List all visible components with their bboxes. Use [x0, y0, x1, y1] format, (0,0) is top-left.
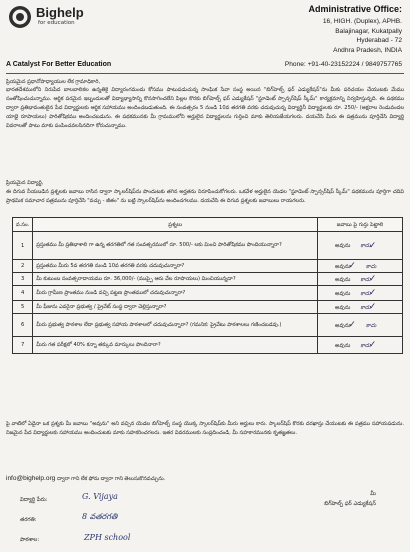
signoff-line-2: బిగ్‌హెల్ప్ ఫర్ ఎడ్యుకేషన్: [324, 501, 376, 507]
class-label: తరగతి:: [20, 517, 37, 523]
answer-yes-option[interactable]: అవును: [335, 263, 351, 270]
answer-cell: [318, 232, 403, 260]
tick-mark-icon: ✓: [368, 288, 377, 298]
address-line: Hyderabad - 72: [356, 37, 402, 44]
answer-no-option[interactable]: కాదు: [365, 263, 377, 270]
bighelp-logo-mark: [8, 5, 32, 29]
question-text: మీరు గ్రామీణ ప్రాంతము నుండి వచ్చి పట్టణ ప్రాంతములో చదువుచున్నారా?: [33, 286, 318, 301]
phone-number: Phone: +91-40-23152224 / 9849757765: [284, 61, 402, 68]
tagline: A Catalyst For Better Education: [6, 61, 112, 68]
student-name-handwritten: G. Vijaya: [82, 492, 118, 501]
questionnaire-body: [13, 232, 403, 354]
tick-mark-icon: ✓: [368, 240, 377, 251]
tick-mark-icon: ✓: [368, 340, 377, 350]
question-number: 6: [13, 314, 33, 337]
logo: [8, 5, 148, 55]
table-row: [13, 273, 403, 286]
answer-yes-option[interactable]: అవును: [335, 342, 351, 349]
answer-cell: [318, 273, 403, 286]
answer-no-option[interactable]: కాదు: [360, 342, 371, 349]
intro-paragraph: భారతదేశములోని నిరుపేద బాలబాలికల ఉన్నతికై విద్యారంగమందు కోసము పాటుపడుచున్న సాంఘిక సేవా సంస్థ అయిన "బిగ్‌హెల్ప్ ఫర్ ఎడ్యుకేషన్"ను మీకు పరిచయం చేయుటకు మేము సంతోషించుచున్నాము. ఆర్థిక పరమైన ఇబ్బందులతో విద్యాభ్యాసాన్ని కొనసాగించలేని పిల్లల కొరకు బిగ్‌హెల్ప్ ఫర్ ఎడ్యుకేషన్ "స్టూడెంట్ స్పాన్సర్‌షిప్ స్కీమ్" కార్యక్రమాన్ని నిర్వహిస్తున్నది. ఈ పథకము ద్వారా ప్రతిభావంతులైన పేద విద్యార్థులకు ఆర్థిక సహాయము అందించబడుతుంది. ఈ సంవత్సరం 5 నుండి 10వ తరగతి వరకు చదువుచున్న విద్యార్థినీ విద్యార్థులకు రూ. 250/- (అక్షరాల రెండువందల యాభై రూపాయలు) పారితోషికము అందించబడును. ఈ పథకమునకు మీ గ్రామములోని అర్హులైన విద్యార్థులను గుర్తించి మాకు తెలియజేయగలరు. దయచేసి మీరు ఈ పత్రమును పూర్తిచేసి విద్యార్థి వివరాలతో పాటు మాకు పంపించవలసినదిగా కోరుచున్నాము.: [6, 87, 404, 129]
answer-cell: [318, 286, 403, 301]
tick-mark-icon: ✓: [368, 302, 377, 312]
contact-email-line: [6, 475, 165, 484]
table-row: [13, 314, 403, 337]
answer-cell: [318, 314, 403, 337]
brand-subtitle: for education: [38, 20, 75, 26]
column-header-answer: జవాబు పై గుర్తు పెట్టాలి: [318, 218, 403, 232]
office-title: Administrative Office:: [308, 4, 402, 14]
question-number: 3: [13, 273, 33, 286]
address-line: Balajinagar, Kukatpally: [335, 27, 402, 35]
table-row: [13, 301, 403, 314]
answer-cell: [318, 260, 403, 273]
answer-yes-option[interactable]: అవును: [335, 290, 351, 297]
signoff-line-1: మీ: [370, 491, 376, 497]
question-text: మీ కుటుంబ సంవత్సరాదాయము రూ. 36,000/- (ముప్పై ఆరు వేల రూపాయలు) మించియున్నదా?: [33, 273, 318, 286]
question-number: 1: [13, 232, 33, 260]
address-line: 16, HIGH. (Duplex), APHB.: [322, 18, 402, 25]
column-header-number: వ.సం.: [13, 218, 33, 232]
office-address: [242, 4, 402, 55]
header-divider: [6, 73, 404, 74]
question-text: ప్రస్తుతము మీ ప్రతిభాశాలి గా ఉన్న తరగతిలో గత సంవత్సరములో రూ. 500/- లకు మించి పారితోషికము పొందియున్నారా?: [33, 232, 318, 260]
answer-yes-option[interactable]: అవును: [335, 322, 351, 329]
question-number: 2: [13, 260, 33, 273]
school-handwritten: ZPH school: [84, 533, 131, 542]
table-row: [13, 260, 403, 273]
table-header-row: [13, 218, 403, 232]
question-number: 7: [13, 337, 33, 354]
answer-no-option[interactable]: కాదు: [360, 276, 371, 283]
question-text: మీ ఫీజును ఎవరైనా ప్రభుత్వ / ప్రైవేట్ సంస్థ ద్వారా చెల్లిస్తున్నారా?: [33, 301, 318, 314]
answer-cell: [318, 301, 403, 314]
tick-mark-icon: ✓: [348, 320, 356, 330]
class-handwritten: 8 వతరగతి: [82, 512, 118, 521]
student-name-label: విద్యార్థి పేరు:: [20, 497, 48, 503]
answer-yes-option[interactable]: అవును: [335, 304, 351, 311]
school-label: పాఠశాల:: [20, 537, 40, 543]
question-text: మీరు గత పరీక్షలో 40% కన్నా తక్కువ మార్కులు పొందినారా?: [33, 337, 318, 354]
greeting-student: ప్రియమైన విద్యార్థి,: [6, 180, 44, 186]
instructions-paragraph: ఈ దిగువ నీయబడిన ప్రశ్నలకు జవాబు రాసిన ద్వారా స్కాలర్‌షిప్‌ను పొందుటకు తగిన అర్హతను నిరూపించుకోగలరు. ఒకవేళ అర్హులైన యెడల "స్టూడెంట్ స్పాన్సర్‌షిప్ స్కీమ్" పథకమును పూర్తిగా చదివి ప్రాథమిక సమాచార పత్రమును పూర్తిచేసి "వచ్చు - జీతం" ను బట్టి స్కాలర్‌షిప్‌ను అందించగలము. దయచేసి ఈ దిగువ ప్రశ్నలకు జవాబులు రాయగలరు.: [6, 189, 404, 204]
answer-no-option[interactable]: కాదు: [360, 243, 371, 249]
contact-email-text: ద్వారా గాని లేక ఫోను ద్వారా గాని తెలుసుకొనవచ్చును.: [57, 476, 166, 482]
tick-mark-icon: ✓: [348, 261, 356, 271]
contact-email[interactable]: info@bighelp.org: [6, 475, 56, 482]
answer-no-option[interactable]: కాదు: [360, 304, 371, 311]
table-row: [13, 286, 403, 301]
answer-no-option[interactable]: కాదు: [365, 322, 377, 329]
column-header-question: ప్రశ్నలు: [33, 218, 318, 232]
answer-yes-option[interactable]: అవును: [335, 243, 351, 249]
answer-yes-option[interactable]: అవును: [335, 276, 351, 283]
table-row: [13, 232, 403, 260]
question-text: మీరు ప్రభుత్వ పాఠశాల లేదా ప్రభుత్వ సహాయ పాఠశాలలో చదువుచున్నారా? (గమనిక: ప్రైవేటు పాఠశాలలు గణించబడవు.): [33, 314, 318, 337]
answer-cell: [318, 337, 403, 354]
table-row: [13, 337, 403, 354]
closing-paragraph: పై వాటిలో ఏదైనా ఒక ప్రశ్నకు మీ జవాబు "అవును" అని వచ్చిన యెడల బిగ్‌హెల్ప్ సంస్థ యొక్క స్కాలర్‌షిప్‌కు మీరు అర్హులు కారు. స్కాలర్‌షిప్ కొరకు దరఖాస్తు చేయుటకు ఈ పత్రము సహాయపడును. నిజమైన పేద విద్యార్థులకు సహాయము అందించుటకు మాకు సహకరించగలరు. ఇతర వివరములకు సంప్రదించండి, మీ సహకారమునకు కృతజ్ఞతలు.: [6, 421, 404, 436]
tick-mark-icon: ✓: [368, 274, 377, 284]
address-line: Andhra Pradesh, INDIA: [333, 46, 402, 54]
greeting-principal: ప్రియమైన ప్రధానోపాధ్యాయుల లేక గ్రామాధికారి,: [6, 79, 101, 85]
brand-name: Bighelp: [36, 5, 84, 20]
question-text: ప్రస్తుతము మీరు 5వ తరగతి నుండి 10వ తరగతి వరకు చదువుచున్నారా?: [33, 260, 318, 273]
question-number: 5: [13, 301, 33, 314]
questionnaire-table: [12, 217, 403, 354]
answer-no-option[interactable]: కాదు: [360, 290, 371, 297]
question-number: 4: [13, 286, 33, 301]
